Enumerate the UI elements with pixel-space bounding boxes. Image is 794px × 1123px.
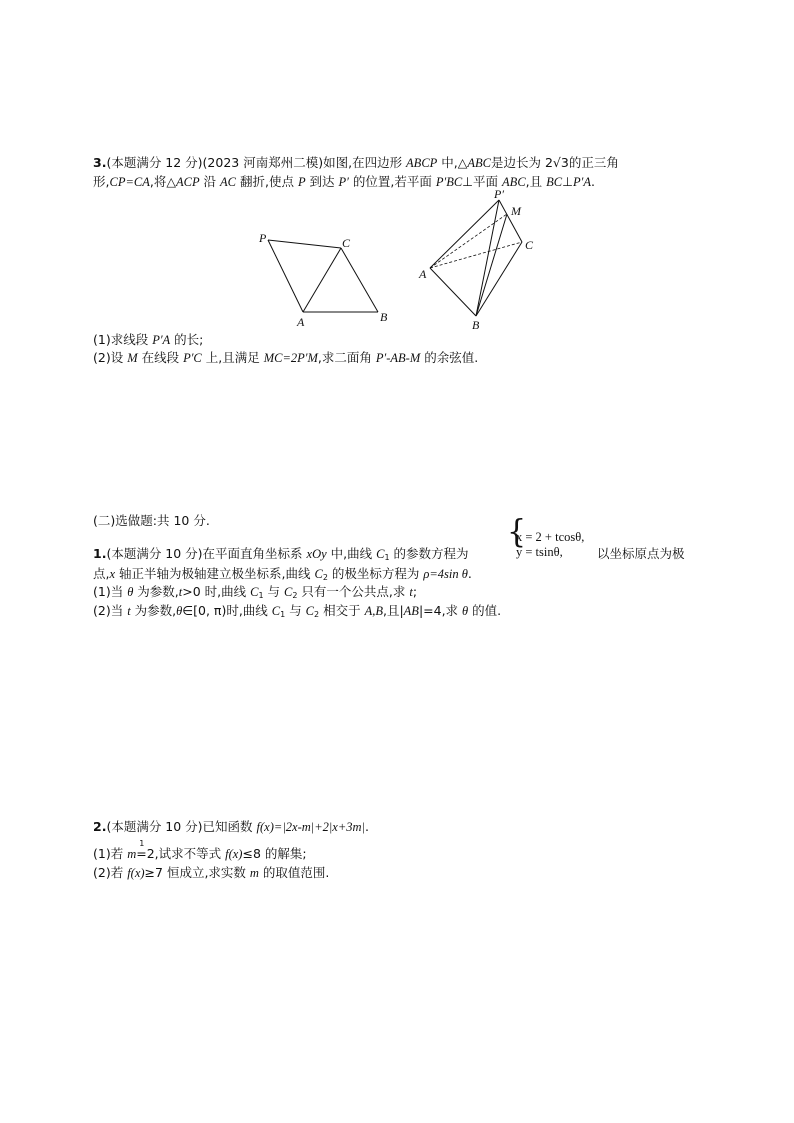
q1-s2b: 为参数, bbox=[130, 603, 177, 618]
q1-s2abs: AB bbox=[403, 604, 419, 618]
q1-l2a: 点, bbox=[93, 566, 110, 581]
q3-ac: AC bbox=[220, 175, 237, 189]
figure-tetrahedron bbox=[414, 188, 544, 333]
label-b2: B bbox=[472, 318, 480, 332]
q3-s2a: (2)设 bbox=[93, 350, 128, 365]
q1-l2c: 的极坐标方程为 bbox=[327, 566, 424, 581]
q1-s2theta2: θ bbox=[462, 604, 469, 618]
edge-ab bbox=[430, 268, 476, 316]
q3-abc2: ABC bbox=[502, 175, 526, 189]
q3-bc: BC bbox=[546, 175, 563, 189]
q1-l2b: 轴正半轴为极轴建立极坐标系,曲线 bbox=[115, 566, 315, 581]
q2-s1b: ,试求不等式 bbox=[154, 846, 226, 861]
q1-s2e: 相交于 bbox=[319, 603, 365, 618]
q2-s2a: (2)若 bbox=[93, 865, 128, 880]
label-c2: C bbox=[525, 238, 534, 252]
q1-c2sub: 2 bbox=[322, 573, 328, 582]
q1-t1: (本题满分 10 分)在平面直角坐标系 bbox=[106, 546, 307, 561]
section-title: (二)选做题:共 10 分. bbox=[93, 513, 210, 528]
q3-s1a: (1)求线段 bbox=[93, 332, 153, 347]
q1-s1theta: θ bbox=[127, 585, 134, 599]
q1-s1c2: C bbox=[284, 585, 293, 599]
q1-t2: 中,曲线 bbox=[326, 546, 377, 561]
q3-l2c: 沿 bbox=[199, 174, 221, 189]
q3-l2j: . bbox=[591, 174, 595, 189]
segment-ca bbox=[303, 248, 341, 312]
q1-s2g: |=4,求 bbox=[418, 603, 463, 618]
q2-s2c: 的取值范围. bbox=[258, 865, 330, 880]
q3-text1: (本题满分 12 分)(2023 河南郑州二模)如图,在四边形 bbox=[106, 155, 407, 170]
q1-s1a: (1)当 bbox=[93, 584, 128, 599]
q1-rho: ρ=4sin θ bbox=[423, 567, 468, 581]
q1-l2d: . bbox=[467, 566, 472, 581]
figure-quadrilateral bbox=[250, 228, 400, 333]
q3-l2d: 翻折,使点 bbox=[236, 174, 298, 189]
q2-m: m bbox=[127, 847, 137, 861]
q3-line1 bbox=[93, 155, 619, 171]
q1-s2c2: C bbox=[305, 604, 315, 618]
edge-mb bbox=[476, 214, 507, 316]
q2-m-value bbox=[136, 839, 155, 861]
q1-s2theta: θ bbox=[176, 604, 183, 618]
q2-s2fx: f(x) bbox=[127, 866, 145, 880]
q1-s1t: t bbox=[178, 585, 183, 599]
q1-c1sub: 1 bbox=[384, 553, 390, 562]
q3-cpca: CP=CA bbox=[109, 175, 150, 189]
q3-l2i: ⊥ bbox=[562, 174, 573, 189]
q2-sub1 bbox=[93, 839, 307, 862]
q3-abc: ABC bbox=[467, 156, 491, 170]
q1-sub2 bbox=[93, 603, 501, 623]
q1-s1d: 与 bbox=[263, 584, 285, 599]
segment-pc bbox=[268, 240, 341, 248]
label-c: C bbox=[342, 236, 351, 250]
edge-pb bbox=[476, 200, 499, 316]
q3-l2h: ,且 bbox=[525, 174, 547, 189]
q1-x: x bbox=[109, 567, 116, 581]
segment-cb bbox=[341, 248, 378, 312]
q3-l2b: ,将△ bbox=[149, 174, 176, 189]
q2-s2m: m bbox=[249, 866, 259, 880]
q1-s2c1s: 1 bbox=[280, 610, 286, 619]
q3-text4: 的正三角 bbox=[568, 155, 619, 170]
q3-s1b: P′A bbox=[152, 333, 171, 347]
q3-p: P bbox=[297, 175, 306, 189]
q2-line1 bbox=[93, 819, 369, 835]
q1-t3: 的参数方程为 bbox=[389, 546, 469, 561]
q1-s2h: 的值. bbox=[468, 603, 502, 618]
q1-s1f: ; bbox=[412, 584, 418, 599]
q3-s2b: 在线段 bbox=[137, 350, 184, 365]
label-p: P bbox=[259, 231, 267, 245]
q3-l2e: 到达 bbox=[305, 174, 339, 189]
q3-acp: ACP bbox=[175, 175, 200, 189]
edge-am-dashed bbox=[430, 214, 507, 268]
q1-s1c1: C bbox=[250, 585, 259, 599]
q1-c2: C bbox=[314, 567, 323, 581]
q1-t4: 以坐标原点为极 bbox=[597, 546, 685, 561]
q3-s2eq: MC=2P′M bbox=[263, 351, 318, 365]
q2-s1fx: f(x) bbox=[225, 847, 243, 861]
q3-s2e: 的余弦值. bbox=[420, 350, 479, 365]
q1-s1b: 为参数, bbox=[133, 584, 179, 599]
q1-number: 1. bbox=[93, 546, 107, 561]
q3-s2m: M bbox=[127, 351, 138, 365]
brace-left: { bbox=[507, 514, 527, 551]
label-a: A bbox=[297, 315, 305, 329]
label-m: M bbox=[511, 204, 521, 218]
q1-s1c1s: 1 bbox=[258, 591, 264, 600]
q1-s1c2s: 2 bbox=[292, 591, 298, 600]
q2-s1a: (1)若 bbox=[93, 846, 128, 861]
q2-frac-num: 1 bbox=[139, 839, 145, 848]
q2-s1eq: =2 bbox=[136, 846, 155, 861]
q3-text3: 是边长为 2 bbox=[490, 155, 553, 170]
q2-s1c: ≤8 的解集; bbox=[242, 846, 307, 861]
q3-number: 3. bbox=[93, 155, 107, 170]
edge-pa bbox=[430, 200, 499, 268]
segment-pa bbox=[268, 240, 303, 312]
q1-s1t2: t bbox=[409, 585, 413, 599]
q3-l2f: 的位置,若平面 bbox=[348, 174, 436, 189]
label-pprime: P′ bbox=[494, 188, 504, 201]
q3-s1c: 的长; bbox=[170, 332, 204, 347]
q1-s1e: 只有一个公共点,求 bbox=[297, 584, 410, 599]
q1-s2ab: A,B bbox=[364, 604, 383, 618]
q1-s2t: t bbox=[127, 604, 131, 618]
q3-s2angle: P′-AB-M bbox=[375, 351, 421, 365]
q3-ppbc: P′BC bbox=[435, 175, 463, 189]
label-a2: A bbox=[419, 267, 427, 281]
q1-s2c1: C bbox=[271, 604, 281, 618]
label-b: B bbox=[380, 310, 388, 324]
q3-l2a: 形, bbox=[93, 174, 110, 189]
q1-line1 bbox=[93, 546, 469, 566]
q1-xoy: xOy bbox=[306, 547, 327, 561]
q3-s2pc: P′C bbox=[183, 351, 202, 365]
q1-s2d: 与 bbox=[285, 603, 306, 618]
q1-s2f: ,且| bbox=[382, 603, 404, 618]
q2-t2: . bbox=[365, 819, 369, 834]
q2-s2b: ≥7 恒成立,求实数 bbox=[144, 865, 250, 880]
q1-eq2: y = tsinθ, bbox=[516, 545, 563, 559]
q3-l2g: ⊥平面 bbox=[462, 174, 503, 189]
q2-number: 2. bbox=[93, 819, 107, 834]
q1-s1c: >0 时,曲线 bbox=[182, 584, 251, 599]
q3-s2d: ,求二面角 bbox=[317, 350, 376, 365]
q1-line2 bbox=[93, 566, 472, 586]
q3-abcp: ABCP bbox=[406, 156, 438, 170]
q1-s2c2s: 2 bbox=[314, 610, 320, 619]
q3-sub1 bbox=[93, 332, 203, 348]
q2-t1: (本题满分 10 分)已知函数 bbox=[106, 819, 257, 834]
q1-eq1: x = 2 + tcosθ, bbox=[516, 530, 585, 544]
q3-ppa: P′A bbox=[572, 175, 591, 189]
q2-fx: f(x)=|2x-m|+2|x+3m| bbox=[256, 820, 366, 834]
q1-s2c: ∈[0, π)时,曲线 bbox=[182, 603, 272, 618]
q1-c1: C bbox=[376, 547, 385, 561]
q3-pp: P′ bbox=[338, 175, 349, 189]
q3-sqrt: √3 bbox=[552, 155, 569, 170]
q2-sub2 bbox=[93, 865, 329, 881]
q3-s2c: 上,且满足 bbox=[201, 350, 264, 365]
q3-sub2 bbox=[93, 350, 478, 366]
q3-text2: 中,△ bbox=[437, 155, 468, 170]
q1-s2a: (2)当 bbox=[93, 603, 128, 618]
q1-sub1 bbox=[93, 584, 417, 604]
